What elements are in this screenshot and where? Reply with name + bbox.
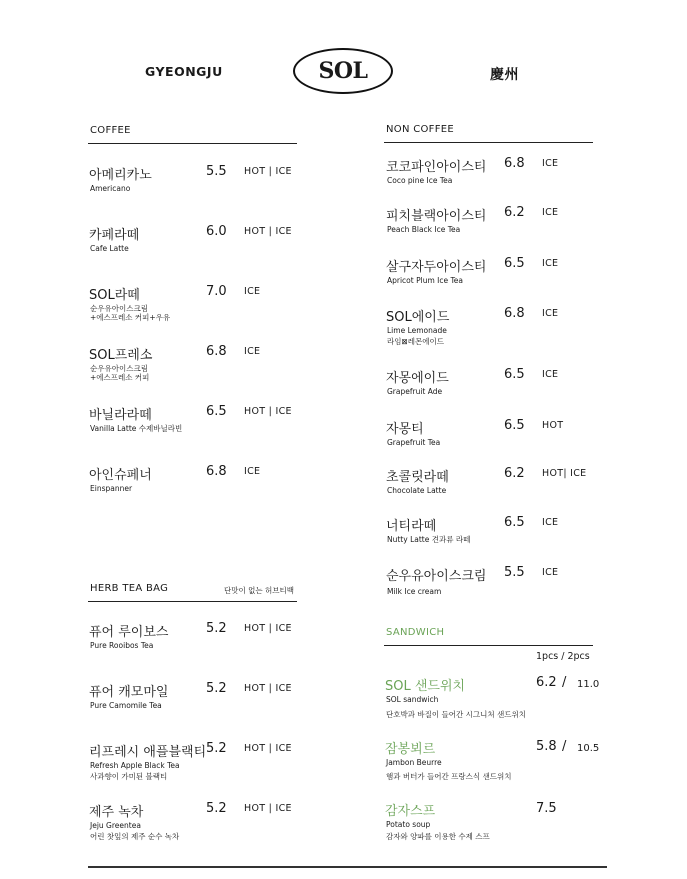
menu-item-subtitle: Americano (90, 184, 131, 193)
menu-item-name: 잠봉뵈르 (385, 742, 436, 757)
menu-item-name: 피치블랙아이스티 (386, 209, 487, 224)
sandwich-portion-note: 1pcs / 2pcs (536, 651, 590, 662)
menu-item-price: 5.2 (206, 741, 227, 756)
sol-logo (293, 48, 393, 94)
menu-item-temp: ICE (244, 286, 261, 297)
menu-item-subtitle: Pure Camomile Tea (90, 701, 162, 710)
menu-item-temp: HOT| ICE (542, 468, 587, 479)
menu-item-name: SOL라떼 (89, 288, 140, 303)
menu-item-temp: HOT | ICE (244, 226, 292, 237)
herb-section-note: 단맛이 없는 허브티백 (224, 586, 294, 595)
menu-item-price: 5.2 (206, 681, 227, 696)
menu-item-temp: ICE (542, 258, 559, 269)
menu-item-subtitle: Jambon Beurre (386, 758, 442, 767)
menu-item-temp: ICE (542, 308, 559, 319)
menu-item-price: 6.0 (206, 224, 227, 239)
sandwich-section-title: SANDWICH (386, 627, 445, 638)
menu-item-subtitle: +에스프레소 커피 (90, 373, 150, 382)
menu-item-price: 5.2 (206, 801, 227, 816)
menu-item-subtitle: 라임⊠레몬에이드 (387, 337, 444, 346)
menu-item-subtitle: SOL sandwich (386, 695, 439, 704)
menu-item-name: 순우유아이스크림 (386, 569, 487, 584)
menu-item-name: 퓨어 루이보스 (89, 625, 169, 640)
menu-item-subtitle: +에스프레소 커피+우유 (90, 313, 171, 322)
menu-item-temp: HOT | ICE (244, 623, 292, 634)
menu-item-subtitle: Milk Ice cream (387, 587, 442, 596)
city-chinese: 慶州 (490, 67, 519, 83)
menu-item-price-2pcs: 11.0 (577, 679, 600, 690)
menu-item-price: 6.5 (504, 418, 525, 433)
menu-item-subtitle: Nutty Latte 견과류 라떼 (387, 535, 471, 544)
menu-item-price: 6.5 (206, 404, 227, 419)
menu-item-price: 6.5 (504, 515, 525, 530)
menu-item-subtitle: Lime Lemonade (387, 326, 447, 335)
menu-item-temp: ICE (542, 517, 559, 528)
menu-item-temp: ICE (542, 207, 559, 218)
coffee-divider (88, 143, 297, 144)
menu-item-name: 카페라떼 (89, 228, 140, 243)
menu-item-name: 리프레시 애플블랙티 (89, 745, 207, 760)
price-separator: / (562, 675, 567, 690)
menu-item-subtitle: Jeju Greentea (90, 821, 141, 830)
menu-item-price: 6.2 (536, 675, 557, 690)
menu-item-temp: ICE (542, 567, 559, 578)
sandwich-divider (384, 645, 593, 646)
menu-item-name: 자몽에이드 (386, 371, 449, 386)
menu-item-subtitle: 햄과 버터가 들어간 프랑스식 샌드위치 (386, 772, 512, 781)
menu-item-price: 5.8 (536, 739, 557, 754)
menu-item-subtitle: 단호박과 바질이 들어간 시그니처 샌드위치 (386, 710, 526, 719)
menu-item-temp: HOT | ICE (244, 406, 292, 417)
menu-item-price: 5.5 (504, 565, 525, 580)
menu-item-name: 살구자두아이스티 (386, 260, 487, 275)
menu-item-temp: HOT | ICE (244, 743, 292, 754)
menu-item-temp: ICE (542, 369, 559, 380)
menu-item-name: 제주 녹차 (89, 805, 144, 820)
menu-item-subtitle: Cafe Latte (90, 244, 129, 253)
city-english: GYEONGJU (145, 64, 223, 79)
menu-item-subtitle: Einspanner (90, 484, 133, 493)
menu-item-temp: HOT | ICE (244, 166, 292, 177)
menu-item-price: 6.8 (206, 344, 227, 359)
menu-item-subtitle: Grapefruit Tea (387, 438, 441, 447)
menu-item-price: 5.2 (206, 621, 227, 636)
menu-item-name: SOL프레소 (89, 348, 153, 363)
menu-item-subtitle: Coco pine Ice Tea (387, 176, 453, 185)
menu-item-temp: HOT | ICE (244, 803, 292, 814)
menu-item-name: 바닐라라떼 (89, 408, 152, 423)
menu-item-subtitle: Pure Rooibos Tea (90, 641, 154, 650)
menu-item-price: 6.8 (504, 306, 525, 321)
menu-item-price: 6.2 (504, 466, 525, 481)
menu-item-price: 6.5 (504, 256, 525, 271)
menu-item-name: 감자스프 (385, 804, 436, 819)
menu-item-subtitle: Chocolate Latte (387, 486, 447, 495)
menu-item-price: 7.0 (206, 284, 227, 299)
menu-item-subtitle: 감자와 양파를 이용한 수제 스프 (386, 832, 490, 841)
menu-item-name: 초콜릿라떼 (386, 470, 449, 485)
menu-item-subtitle: Peach Black Ice Tea (387, 225, 461, 234)
menu-item-temp: ICE (244, 466, 261, 477)
menu-item-subtitle: 사과향이 가미된 블랙티 (90, 772, 168, 781)
menu-item-price: 6.2 (504, 205, 525, 220)
menu-item-name: SOL 샌드위치 (385, 679, 466, 694)
menu-item-temp: HOT (542, 420, 564, 431)
footer-divider (88, 866, 607, 868)
menu-item-price: 5.5 (206, 164, 227, 179)
noncoffee-divider (384, 142, 593, 143)
menu-item-temp: ICE (244, 346, 261, 357)
menu-item-subtitle: Refresh Apple Black Tea (90, 761, 180, 770)
menu-item-subtitle: 어린 찻잎의 제주 순수 녹차 (90, 832, 180, 841)
menu-item-name: 아인슈페너 (89, 468, 152, 483)
menu-item-name: 아메리카노 (89, 168, 152, 183)
menu-item-price: 6.8 (206, 464, 227, 479)
menu-item-price: 6.8 (504, 156, 525, 171)
menu-item-temp: ICE (542, 158, 559, 169)
menu-item-subtitle: Apricot Plum Ice Tea (387, 276, 463, 285)
herb-section-title: HERB TEA BAG (90, 583, 169, 594)
menu-item-temp: HOT | ICE (244, 683, 292, 694)
menu-item-subtitle: Potato soup (386, 820, 431, 829)
menu-item-subtitle: 순우유아이스크림 (90, 304, 148, 313)
menu-item-name: 코코파인아이스티 (386, 160, 487, 175)
menu-item-subtitle: Vanilla Latte 수제바닐라빈 (90, 424, 183, 433)
menu-item-price: 6.5 (504, 367, 525, 382)
price-separator: / (562, 739, 567, 754)
menu-item-price-2pcs: 10.5 (577, 743, 600, 754)
menu-item-name: SOL에이드 (386, 310, 450, 325)
logo-text: SOL (318, 58, 368, 84)
menu-item-name: 너티라떼 (386, 519, 437, 534)
menu-item-name: 자몽티 (386, 422, 424, 437)
herb-divider (88, 601, 297, 602)
menu-item-name: 퓨어 캐모마일 (89, 685, 169, 700)
coffee-section-title: COFFEE (90, 125, 131, 136)
noncoffee-section-title: NON COFFEE (386, 124, 455, 135)
menu-item-subtitle: 순우유아이스크림 (90, 364, 148, 373)
menu-item-subtitle: Grapefruit Ade (387, 387, 443, 396)
menu-item-price: 7.5 (536, 801, 557, 816)
